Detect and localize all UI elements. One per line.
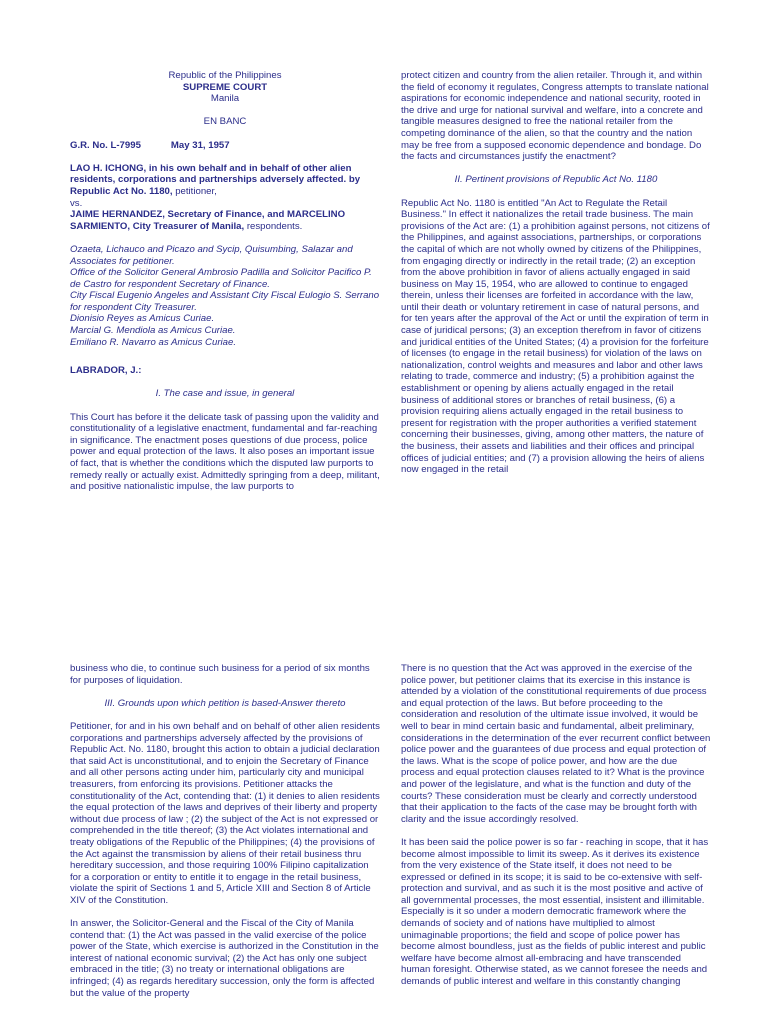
counsel-line: Office of the Solicitor General Ambrosio Padilla and Solicitor Pacifico P. de Castro for respondent Secretary of Finance.: [70, 267, 372, 290]
respondent-block: [70, 209, 380, 232]
ponente: LABRADOR, J.:: [70, 365, 142, 377]
en-banc: EN BANC: [203, 116, 247, 128]
petitioner-name: LAO H. ICHONG, in his own behalf and in behalf of other alien residents, corporations and partnerships adversely affected. by Republic Act No. 1180,: [70, 162, 361, 197]
body-paragraph: Petitioner, for and in his own behalf and on behalf of other alien residents corporations and partnerships adversely affected by the provisions of Republic Act. No. 1180, brought this action to obtain a judicial declaration that said Act is unconstitutional, and to enjoin the Secretary of Finance and all other persons acting under him, particularly city and municipal treasurers, from enforcing its provisions. Petitioner attacks the constitutionality of the Act, contending that: (1) it denies to alien residents the equal protection of the laws and deprives of their liberty and property without due process of law ; (2) the subject of the Act is not expressed or comprehended in the title thereof; (3) the Act violates international and treaty obligations of the Republic of the Philippines; (4) the provisions of the Act against the transmission by aliens of their retail business thru hereditary succession, and those requiring 100% Filipino capitalization for a corporation or entity to entitle it to engage in the retail business, violate the spirit of Sections 1 and 5, Article XIII and Section 8 of Article XIV of the Constitution.: [70, 720, 380, 906]
counsel-line: Ozaeta, Lichauco and Picazo and Sycip, Quisumbing, Salazar and Associates for petitioner.: [70, 243, 353, 267]
petitioner-role: petitioner,: [172, 185, 217, 197]
page2-left-column: [70, 663, 380, 999]
body-paragraph: business who die, to continue such business for a period of six months for purposes of liquidation.: [70, 663, 370, 686]
section-heading-3: III. Grounds upon which petition is based-Answer thereto: [104, 697, 346, 709]
counsel-line: Emiliano R. Navarro as Amicus Curiae.: [70, 336, 236, 348]
body-paragraph: It has been said the police power is so far - reaching in scope, that it has become almost impossible to limit its sweep. As it derives its existence from the very existence of the State itself, it does not need to be expressed or defined in its scope; it is said to be co-extensive with self-protection and survival, and as such it is the most positive and active of all governmental processes, the most essential, insistent and illimitable. Especially is it so under a modern democratic framework where the demands of society and of nations have multiplied to almost unimaginable proportions; the field and scope of police power has become almost boundless, just as the fields of public interest and public welfare have become almost all-embracing and have transcended human foresight. Otherwise stated, as we cannot foresee the needs and demands of public interest and welfare in this constantly changing: [401, 836, 709, 988]
body-paragraph: In answer, the Solicitor-General and the Fiscal of the City of Manila contend that: (1) the Act was passed in the valid exercise of the police power of the State, which exercise is authorized in the Constitution in the interest of national economic survival; (2) the Act has only one subject embraced in the title; (3) no treaty or international obligations are infringed; (4) as regards hereditary succession, only the form is affected but the value of the property: [70, 918, 379, 999]
body-paragraph: Republic Act No. 1180 is entitled "An Act to Regulate the Retail Business." In effect it nationalizes the retail trade business. The main provisions of the Act are: (1) a prohibition against persons, not citizens of the Philippines, and against associations, partnerships, or corporations the capital of which are not wholly owned by citizens of the Philippines, from engaging directly or indirectly in the retail trade; (2) an exception from the above prohibition in favor of aliens actually engaged in said business on May 15, 1954, who are allowed to continue to engaged therein, unless their licenses are forfeited in accordance with the law, until their death or voluntary retirement in case of natural persons, and for ten years after the approval of the Act or until the expiration of term in case of juridical persons; (3) an exception therefrom in favor of citizens and juridical entities of the United States; (4) a provision for the forfeiture of licenses (to engage in the retail business) for violation of the laws on nationalization, control weights and measures and labor and other laws relating to trade, commerce and industry; (5) a prohibition against the establishment or opening by aliens actually engaged in the retail business of additional stores or branches of retail business, (6) a provision requiring aliens actually engaged in the retail business to present for registration with the proper authorities a verified statement concerning their businesses, giving, among other matters, the nature of the business, their assets and liabilities and their offices and principal offices of judicial entities; and (7) a provision allowing the heirs of aliens now engaged in the retail: [401, 197, 710, 476]
petitioner-block: [70, 163, 380, 198]
respondent-role: respondents.: [244, 220, 303, 232]
republic-line: Republic of the Philippines: [168, 70, 282, 81]
decision-date: May 31, 1957: [170, 139, 230, 151]
counsel-line: City Fiscal Eugenio Angeles and Assistant City Fiscal Eulogio S. Serrano for respondent City Treasurer.: [70, 290, 380, 313]
court-name: SUPREME COURT: [182, 81, 268, 93]
body-paragraph: There is no question that the Act was approved in the exercise of the police power, but petitioner claims that its exercise in this instance is attended by a violation of the constitutional requirements of due process and equal protection of the laws. But before proceeding to the consideration and resolution of the ultimate issue involved, it would be well to bear in mind certain basic and fundamental, albeit preliminary, considerations in the determination of the ever recurrent conflict between police power and the guarantees of due process and equal protection of the laws. What is the scope of police power, and how are the due process and equal protection clauses related to it? What is the province and power of the legislature, and what is the function and duty of the courts? These consideration must be clearly and correctly understood that their application to the facts of the case may be brought forth with clarity and the issue accordingly resolved.: [401, 663, 711, 825]
versus: vs.: [70, 197, 83, 209]
section-heading-2: II. Pertinent provisions of Republic Act No. 1180: [454, 174, 658, 186]
body-paragraph: protect citizen and country from the alien retailer. Through it, and within the field of economy it regulates, Congress attempts to translate national aspirations for economic independence and national security, rooted in the drive and urge for national survival and welfare, into a concrete and tangible measures designed to free the national retailer from the competing dominance of the alien, so that the country and the nation may be free from a supposed economic dependence and bondage. Do the facts and circumstances justify the enactment?: [401, 70, 709, 163]
counsel-line: Dionisio Reyes as Amicus Curiae.: [70, 313, 215, 325]
case-number: G.R. No. L-7995: [70, 139, 141, 151]
counsel-line: Marcial G. Mendiola as Amicus Curiae.: [70, 325, 236, 337]
court-city: Manila: [210, 93, 240, 105]
respondent-name: JAIME HERNANDEZ, Secretary of Finance, and MARCELINO SARMIENTO, City Treasurer of Manila,: [70, 209, 346, 232]
page-break: [0, 560, 768, 660]
section-heading-1: I. The case and issue, in general: [155, 388, 295, 400]
page1-left-column: [70, 70, 380, 493]
body-paragraph: This Court has before it the delicate task of passing upon the validity and constitutionality of a legislative enactment, fundamental and far-reaching in significance. The enactment poses questions of due process, police power and equal protection of the laws. It also poses an important issue of fact, that is whether the conditions which the disputed law purports to remedy really or actually exist. Admittedly springing from a deep, militant, and positive nationalistic impulse, the law purports to: [70, 411, 380, 493]
page2-right-column: [401, 663, 711, 988]
page1-right-column: [401, 70, 711, 476]
case-line: [70, 140, 380, 152]
